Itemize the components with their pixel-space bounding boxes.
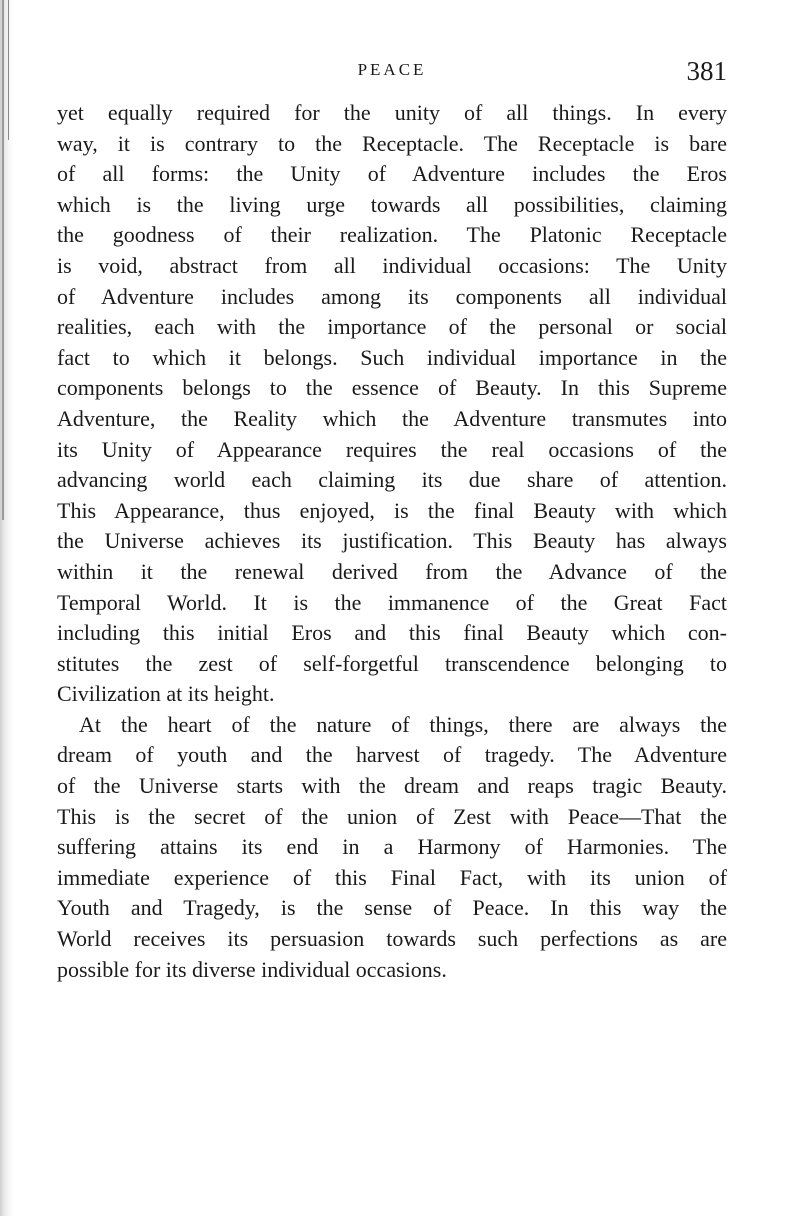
text-line: of the Universe starts with the dream and reaps tragic Beauty.: [57, 773, 727, 799]
text-line: possible for its diverse individual occasions.: [57, 956, 447, 982]
text-line: World receives its persuasion towards such perfections as are: [57, 926, 727, 952]
text-line: Temporal World. It is the immanence of the Great Fact: [57, 589, 727, 615]
text-line: of all forms: the Unity of Adventure includes the Eros: [57, 161, 727, 187]
text-line: yet equally required for the unity of all things. In every: [57, 100, 727, 125]
text-line: This Appearance, thus enjoyed, is the final Beauty with which: [57, 497, 727, 523]
text-line: the Universe achieves its justification. This Beauty has always: [57, 528, 727, 554]
text-line: stitutes the zest of self-forgetful transcendence belonging to: [57, 650, 727, 676]
page-gutter-line: [2, 0, 4, 520]
text-line: Civilization at its height.: [57, 681, 275, 707]
text-line: fact to which it belongs. Such individual importance in the: [57, 344, 727, 370]
text-line: which is the living urge towards all possibilities, claiming: [57, 191, 727, 217]
text-line: Adventure, the Reality which the Adventure transmutes into: [57, 405, 727, 431]
page-number: 381: [686, 56, 727, 86]
text-line: dream of youth and the harvest of tragedy. The Adventure: [57, 742, 727, 768]
body-text: [57, 98, 727, 985]
text-line: way, it is contrary to the Receptacle. The Receptacle is bare: [57, 130, 727, 156]
text-line: components belongs to the essence of Beauty. In this Supreme: [57, 375, 727, 401]
text-line: the goodness of their realization. The Platonic Receptacle: [57, 222, 727, 248]
page-gutter-line-inner: [8, 0, 9, 140]
text-line: its Unity of Appearance requires the real occasions of the: [57, 436, 727, 462]
text-line: suffering attains its end in a Harmony of Harmonies. The: [57, 834, 727, 860]
text-line: This is the secret of the union of Zest with Peace—That the: [57, 803, 727, 829]
running-title: PEACE: [357, 60, 427, 79]
paragraph-2: [57, 710, 727, 985]
text-line: Youth and Tragedy, is the sense of Peace. In this way the: [57, 895, 727, 921]
text-line: is void, abstract from all individual occasions: The Unity: [57, 252, 727, 278]
text-line: immediate experience of this Final Fact, with its union of: [57, 864, 727, 890]
text-line: advancing world each claiming its due share of attention.: [57, 467, 727, 493]
text-line: including this initial Eros and this final Beauty which con-: [57, 620, 727, 646]
text-line: At the heart of the nature of things, there are always the: [79, 711, 727, 737]
text-line: within it the renewal derived from the Advance of the: [57, 558, 727, 584]
text-line: of Adventure includes among its components all individual: [57, 283, 727, 309]
paragraph-1: [57, 98, 727, 710]
text-line: realities, each with the importance of the personal or social: [57, 314, 727, 340]
running-head: [57, 56, 727, 96]
